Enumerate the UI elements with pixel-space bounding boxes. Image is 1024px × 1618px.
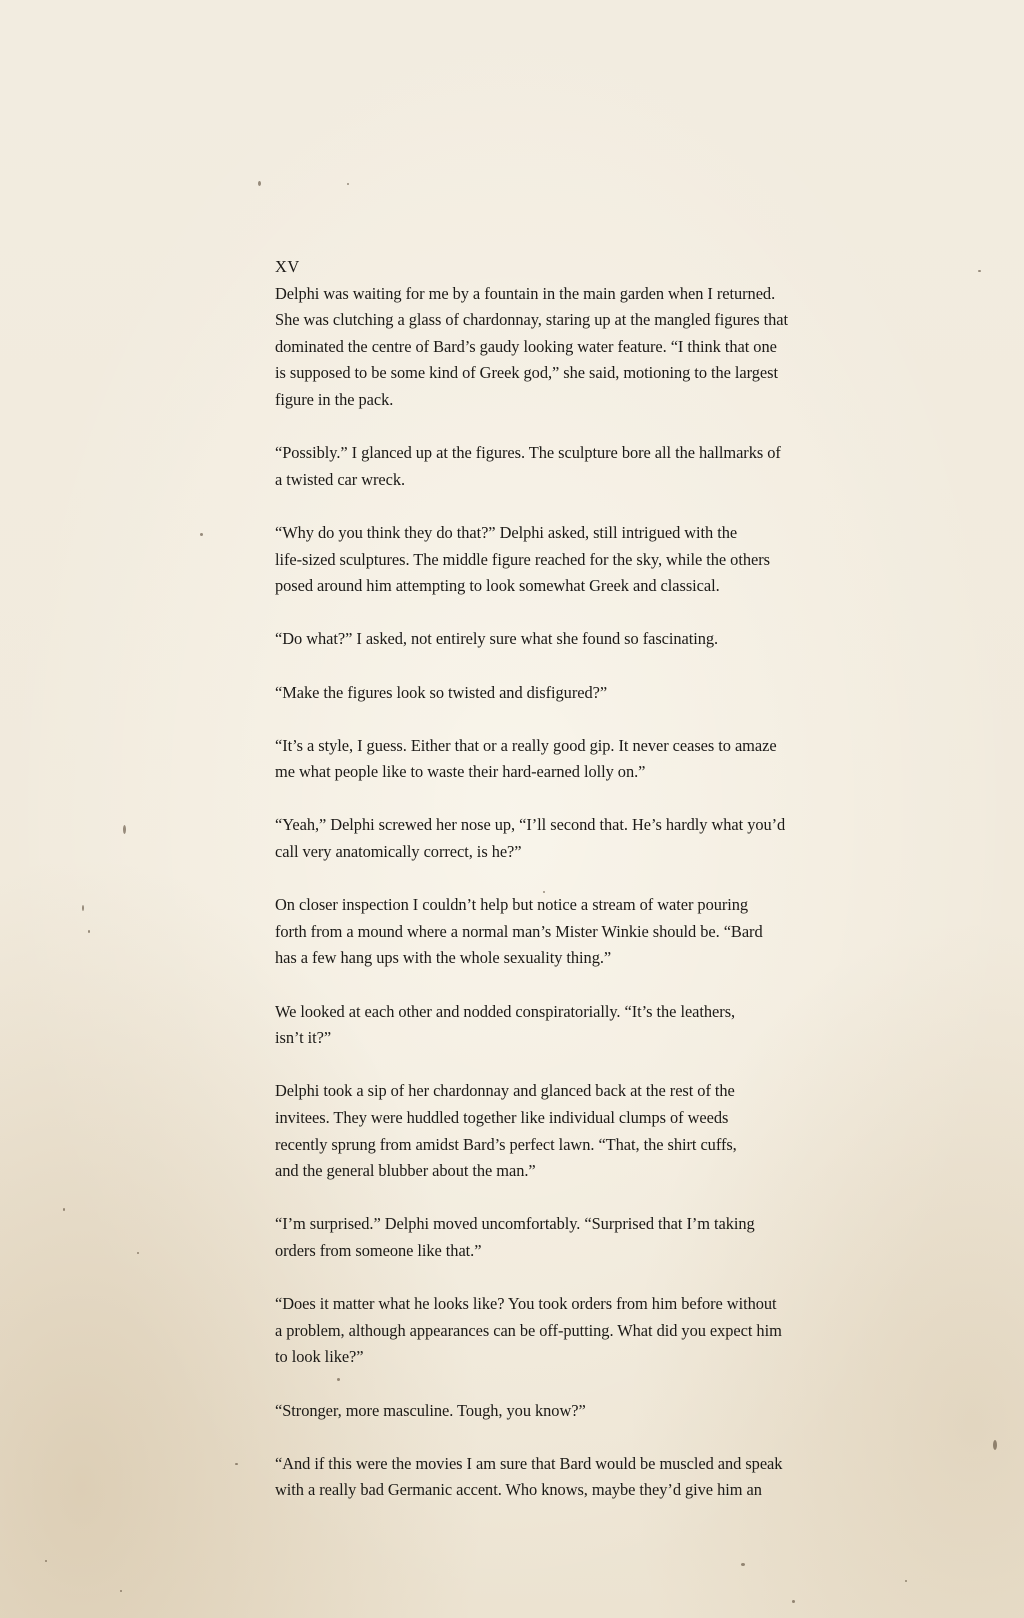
paragraph: [275, 281, 845, 414]
speck: [347, 183, 349, 185]
text-line: call very anatomically correct, is he?”: [275, 842, 522, 862]
text-line: forth from a mound where a normal man’s Mister Winkie should be. “Bard: [275, 921, 763, 941]
text-line: a problem, although appearances can be off-putting. What did you expect him: [275, 1320, 782, 1340]
text-line: to look like?”: [275, 1347, 364, 1367]
speck: [993, 1440, 997, 1450]
text-line: me what people like to waste their hard-earned lolly on.”: [275, 762, 646, 782]
speck: [88, 930, 90, 933]
speck: [905, 1580, 907, 1582]
speck: [235, 1463, 238, 1465]
paragraph: [275, 520, 845, 600]
paragraph: [275, 1078, 845, 1184]
text-line: “Why do you think they do that?” Delphi asked, still intrigued with the: [275, 522, 738, 542]
text-line: “It’s a style, I guess. Either that or a really good gip. It never ceases to amaze: [275, 735, 777, 755]
text-line: and the general blubber about the man.”: [275, 1161, 536, 1181]
speck: [82, 905, 84, 911]
text-line: “Stronger, more masculine. Tough, you know?”: [275, 1400, 586, 1420]
paragraph: [275, 999, 845, 1052]
speck: [258, 181, 261, 186]
speck: [200, 533, 203, 536]
text-line: “Possibly.” I glanced up at the figures. The sculpture bore all the hallmarks of: [275, 443, 781, 463]
paragraph: [275, 1211, 845, 1264]
text-line: “Does it matter what he looks like? You took orders from him before without: [275, 1294, 777, 1314]
paragraph: [275, 626, 845, 653]
speck: [741, 1563, 745, 1566]
paragraph: [275, 1291, 845, 1371]
paragraph: [275, 1451, 845, 1504]
text-line: dominated the centre of Bard’s gaudy looking water feature. “I think that one: [275, 336, 777, 356]
chapter-number: XV: [275, 257, 300, 276]
text-line: She was clutching a glass of chardonnay, staring up at the mangled figures that: [275, 310, 788, 330]
speck: [137, 1252, 139, 1254]
paragraph: [275, 1398, 845, 1425]
speck: [45, 1560, 47, 1562]
text-line: a twisted car wreck.: [275, 469, 406, 489]
text-line: isn’t it?”: [275, 1028, 332, 1048]
text-line: with a really bad Germanic accent. Who knows, maybe they’d give him an: [275, 1480, 762, 1500]
speck: [120, 1590, 122, 1592]
speck: [123, 825, 126, 834]
text-line: life-sized sculptures. The middle figure reached for the sky, while the others: [275, 549, 770, 569]
text-line: “I’m surprised.” Delphi moved uncomfortably. “Surprised that I’m taking: [275, 1214, 755, 1234]
paragraph-list: [275, 281, 845, 1504]
text-line: figure in the pack.: [275, 389, 394, 409]
text-line: Delphi was waiting for me by a fountain in the main garden when I returned.: [275, 283, 776, 303]
text-line: “Do what?” I asked, not entirely sure what she found so fascinating.: [275, 629, 719, 649]
speck: [978, 270, 981, 272]
text-line: recently sprung from amidst Bard’s perfect lawn. “That, the shirt cuffs,: [275, 1134, 737, 1154]
speck: [63, 1208, 65, 1211]
text-line: posed around him attempting to look somewhat Greek and classical.: [275, 576, 720, 596]
text-line: “Yeah,” Delphi screwed her nose up, “I’ll second that. He’s hardly what you’d: [275, 815, 786, 835]
story-text: [275, 254, 845, 1531]
text-line: “Make the figures look so twisted and disfigured?”: [275, 682, 608, 702]
text-line: Delphi took a sip of her chardonnay and glanced back at the rest of the: [275, 1081, 735, 1101]
paragraph: [275, 733, 845, 786]
text-line: On closer inspection I couldn’t help but notice a stream of water pouring: [275, 895, 749, 915]
text-line: invitees. They were huddled together like individual clumps of weeds: [275, 1108, 729, 1127]
text-line: has a few hang ups with the whole sexuality thing.”: [275, 948, 612, 968]
speck: [792, 1600, 795, 1603]
text-line: orders from someone like that.”: [275, 1240, 482, 1260]
paragraph: [275, 680, 845, 707]
text-line: “And if this were the movies I am sure that Bard would be muscled and speak: [275, 1453, 783, 1473]
text-line: We looked at each other and nodded conspiratorially. “It’s the leathers,: [275, 1001, 736, 1021]
paragraph: [275, 812, 845, 865]
paragraph: [275, 440, 845, 493]
text-line: is supposed to be some kind of Greek god,” she said, motioning to the largest: [275, 363, 778, 383]
paragraph: [275, 892, 845, 972]
